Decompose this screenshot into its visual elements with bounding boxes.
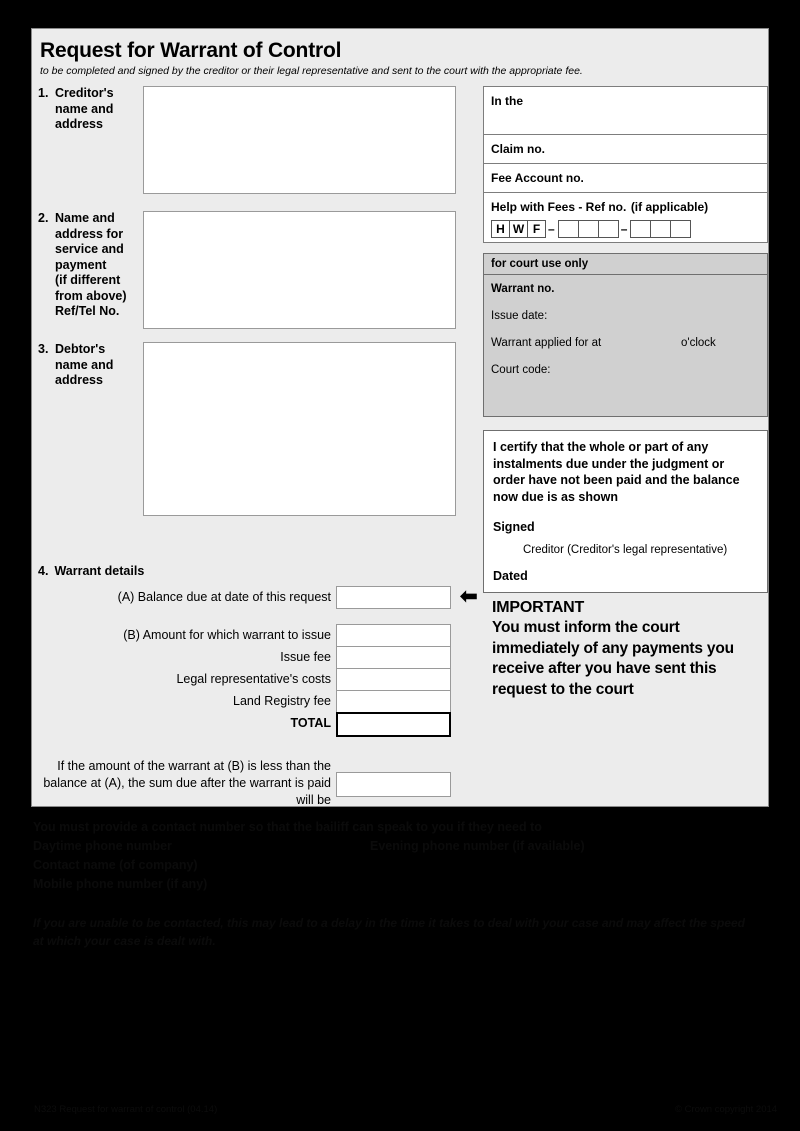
- field-service-number: 2.: [38, 211, 49, 225]
- warrant-amount-row: [32, 624, 480, 647]
- legal-costs-label: Legal representative's costs: [176, 672, 331, 686]
- contact-block: [33, 818, 763, 950]
- evening-phone-label: Evening phone number (if available): [370, 839, 585, 853]
- for-court-use-only-body: [484, 275, 767, 416]
- land-registry-fee-input[interactable]: [336, 690, 451, 713]
- hwf-input-2[interactable]: [578, 220, 599, 238]
- issue-date-label: Issue date:: [491, 310, 548, 322]
- right-column: [483, 86, 768, 700]
- oclock-label: o'clock: [681, 337, 716, 349]
- land-registry-fee-label: Land Registry fee: [233, 694, 331, 708]
- help-with-fees-label: Help with Fees - Ref no.: [491, 200, 627, 214]
- help-with-fees-note: (if applicable): [630, 200, 709, 214]
- hwf-input-6[interactable]: [670, 220, 691, 238]
- warrant-applied-label: Warrant applied for at: [491, 337, 602, 349]
- balance-due-row: [32, 586, 480, 609]
- hwf-group-2: [630, 220, 690, 238]
- help-with-fees-row: [484, 193, 767, 242]
- arrow-left-icon: ⬅: [460, 585, 478, 608]
- debtor-name-address-input[interactable]: [143, 342, 456, 516]
- fee-account-no-row[interactable]: [484, 164, 767, 193]
- legal-costs-row: [32, 668, 480, 691]
- field-service-label: 2. Name and address for service and payment (if different from above) Ref/Tel No.: [38, 211, 127, 318]
- contact-intro: You must provide a contact number so that the bailiff can speak to you if they need to: [33, 820, 542, 834]
- total-label: TOTAL: [290, 716, 331, 730]
- certification-statement: I certify that the whole or part of any instalments due under the judgment or order have not been paid and the balance now due is as shown: [493, 440, 740, 504]
- hwf-prefix-h: H: [491, 220, 510, 238]
- warrant-details-number: 4.: [38, 564, 49, 578]
- total-row: [32, 712, 480, 737]
- legal-costs-input[interactable]: [336, 668, 451, 691]
- in-the-row[interactable]: [484, 87, 767, 135]
- important-notice: [483, 593, 768, 700]
- contact-name-label: Contact name (of company): [33, 858, 198, 872]
- balance-due-input[interactable]: [336, 586, 451, 609]
- form-sheet: [31, 28, 769, 807]
- field-debtor-number: 3.: [38, 342, 49, 356]
- in-the-label: In the: [491, 94, 523, 108]
- warrant-amount-label: (B) Amount for which warrant to issue: [123, 628, 331, 642]
- creditor-signature-caption: Creditor (Creditor's legal representative): [523, 544, 728, 556]
- hwf-input-5[interactable]: [650, 220, 671, 238]
- warrant-details-title: [38, 564, 144, 578]
- certification-panel: [483, 430, 768, 593]
- issue-fee-input[interactable]: [336, 646, 451, 669]
- form-code-label: N323 Request for warrant of control (04.14): [34, 1104, 218, 1115]
- field-debtor-label: 3. Debtor's name and address: [38, 342, 114, 387]
- copyright-label: © Crown copyright 2014: [675, 1104, 778, 1115]
- mobile-phone-label: Mobile phone number (if any): [33, 877, 208, 891]
- daytime-phone-label: Daytime phone number: [33, 839, 172, 853]
- warrant-no-label: Warrant no.: [491, 283, 555, 295]
- hwf-prefix-f: F: [527, 220, 546, 238]
- hwf-reference-entry: [491, 220, 760, 238]
- hwf-group-1: [558, 220, 618, 238]
- page-subtitle: to be completed and signed by the creditor or their legal representative and sent to the court with the appropriate fee.: [40, 65, 583, 77]
- page-title: Request for Warrant of Control: [40, 39, 342, 62]
- footer-left: [34, 1099, 217, 1117]
- hwf-dash-2: –: [620, 222, 628, 236]
- field-creditor-number: 1.: [38, 86, 49, 100]
- land-registry-fee-row: [32, 690, 480, 713]
- important-heading: IMPORTANT: [492, 599, 585, 616]
- court-code-label: Court code:: [491, 364, 551, 376]
- warrant-applied-row: [491, 337, 760, 349]
- creditor-name-address-input[interactable]: [143, 86, 456, 194]
- claim-no-label: Claim no.: [491, 142, 546, 156]
- total-input[interactable]: [336, 712, 451, 737]
- service-name-address-input[interactable]: [143, 211, 456, 329]
- field-creditor-label: 1. Creditor's name and address: [38, 86, 114, 131]
- hwf-input-3[interactable]: [598, 220, 619, 238]
- important-body: You must inform the court immediately of any payments you receive after you have sent this request to the court: [492, 619, 734, 698]
- hwf-dash-1: –: [548, 222, 555, 236]
- hwf-input-4[interactable]: [630, 220, 651, 238]
- issue-fee-row: [32, 646, 480, 669]
- phone-row-1: [33, 837, 763, 856]
- for-court-use-only-heading: for court use only: [484, 254, 767, 275]
- fee-account-no-label: Fee Account no.: [491, 171, 584, 185]
- contact-note: If you are unable to be contacted, this may lead to a delay in the time it takes to deal with your case and may affect the speed at which your case is dealt with.: [33, 916, 745, 948]
- issue-fee-label: Issue fee: [280, 650, 331, 664]
- warrant-details-title-text: Warrant details: [54, 564, 145, 578]
- footer-right: [675, 1099, 777, 1117]
- balance-due-label: (A) Balance due at date of this request: [117, 590, 331, 604]
- for-court-use-only-panel: [483, 253, 768, 417]
- remaining-sum-label: If the amount of the warrant at (B) is less than the balance at (A), the sum due after the warrant is paid will be: [43, 759, 331, 807]
- remaining-sum-input[interactable]: [336, 772, 451, 797]
- signed-label[interactable]: Signed: [493, 520, 535, 534]
- hwf-prefix-w: W: [509, 220, 528, 238]
- hwf-prefix-group: [491, 220, 545, 238]
- hwf-input-1[interactable]: [558, 220, 579, 238]
- warrant-amount-input[interactable]: [336, 624, 451, 647]
- dated-label[interactable]: Dated: [493, 569, 528, 583]
- court-details-panel: [483, 86, 768, 243]
- claim-no-row[interactable]: [484, 135, 767, 164]
